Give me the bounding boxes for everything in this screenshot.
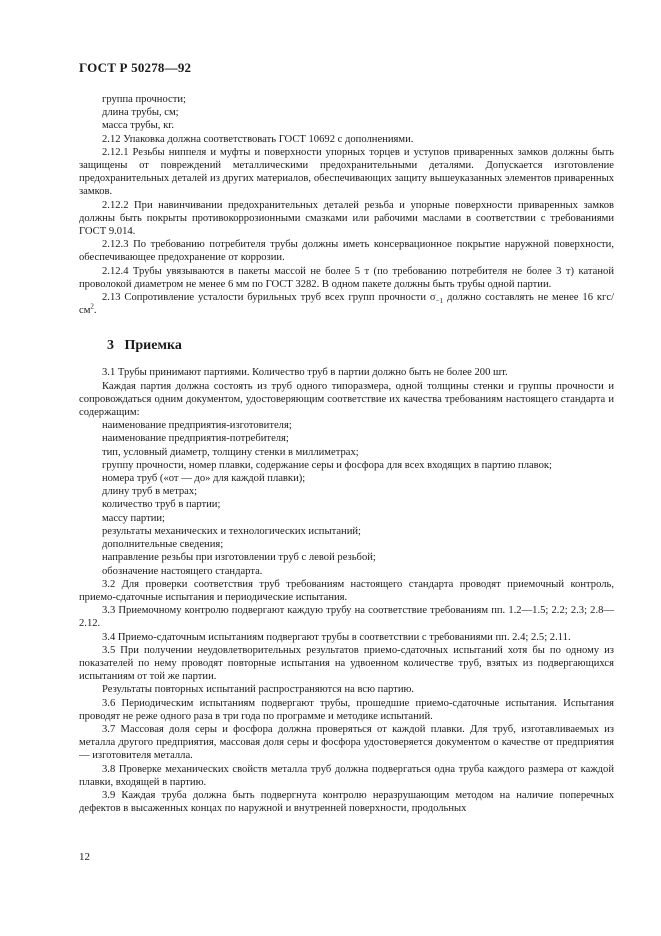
paragraph-3-5: 3.5 При получении неудовлетворительных результатов приемо-сдаточных испытаний хотя бы по одному из показателей по нему проводят повторные испытания на удвоенном количестве труб, взятых из подвергающихся испытаниям от той же партии. <box>79 644 614 683</box>
paragraph: длина трубы, см; <box>102 107 179 119</box>
list-item: наименование предприятия-изготовителя; <box>102 420 292 432</box>
list-item: наименование предприятия-потребителя; <box>102 433 289 445</box>
list-item: группу прочности, номер плавки, содержание серы и фосфора для всех входящих в партию плавок; <box>102 459 553 471</box>
p213-end: . <box>93 305 97 317</box>
list-item: тип, условный диаметр, толщину стенки в миллиметрах; <box>102 446 359 458</box>
list-item: дополнительные сведения; <box>102 539 224 551</box>
paragraph-3-4: 3.4 Приемо-сдаточным испытаниям подвергают трубы в соответствии с требованиями пп. 2.4; 2.5; 2.11. <box>102 631 571 643</box>
list-item: количество труб в партии; <box>102 499 221 511</box>
paragraph-3-6: 3.6 Периодическим испытаниям подвергают трубы, прошедшие приемо-сдаточные испытания. Испытания проводят не реже одного раза в три года по программе и методике испытаний. <box>79 697 614 722</box>
paragraph: масса трубы, кг. <box>102 120 175 132</box>
paragraph-3-8: 3.8 Проверке механических свойств металла труб должна подвергаться одна труба каждого размера от каждой плавки, входящей в партию. <box>79 763 614 788</box>
paragraph-2-12-1: 2.12.1 Резьбы ниппеля и муфты и поверхности упорных торцев и уступов приваренных замков должны быть защищены от повреждений металлическими предохранительными деталями. Допускается изготовление предохранительных деталей из других материалов, обеспечивающих защиту вышеуказанных элементов приваренных замков. <box>79 146 614 198</box>
paragraph-2-12-2: 2.12.2 При навинчивании предохранительных деталей резьба и упорные поверхности приваренных замков должны быть покрыты противокоррозионными смазками или рабочими маслами в соответствии с требованиями ГОСТ 9.014. <box>79 199 614 238</box>
section-number: 3 <box>107 338 114 354</box>
paragraph-2-13 <box>79 291 614 317</box>
paragraph-3-9: 3.9 Каждая труба должна быть подвергнута контролю неразрушающим методом на наличие поперечных дефектов в высаженных концах по наружной и внутренней поверхности, продольных <box>79 789 614 815</box>
page-body <box>79 93 614 815</box>
list-item: результаты механических и технологических испытаний; <box>102 525 361 537</box>
paragraph-2-12: 2.12 Упаковка должна соответствовать ГОСТ 10692 с дополнениями. <box>102 133 414 145</box>
paragraph: Результаты повторных испытаний распространяются на всю партию. <box>102 684 415 696</box>
p213-text-cont: должно составлять не менее 16 кгс/см <box>79 292 615 317</box>
paragraph-2-12-4: 2.12.4 Трубы увязываются в пакеты массой не более 5 т (по требованию потребителя не более 3 т) катаной проволокой диаметром не менее 6 мм по ГОСТ 3282. В одном пакете должны быть трубы одной партии. <box>79 265 614 290</box>
paragraph-2-12-3: 2.12.3 По требованию потребителя трубы должны иметь консервационное покрытие наружной поверхности, обеспечивающее предохранение от коррозии. <box>79 239 614 264</box>
paragraph-3-3: 3.3 Приемочному контролю подвергают каждую трубу на соответствие требованиям пп. 1.2—1.5; 2.2; 2.3; 2.8—2.12. <box>79 605 614 630</box>
document-header: ГОСТ Р 50278—92 <box>79 60 192 75</box>
unit-superscript: 2 <box>90 302 94 311</box>
list-item: длину труб в метрах; <box>102 486 198 498</box>
paragraph-3-2: 3.2 Для проверки соответствия труб требованиям настоящего стандарта проводят приемочный контроль, приемо-сдаточные испытания и периодические испытания. <box>79 578 614 603</box>
section-heading <box>107 338 614 354</box>
page-number: 12 <box>79 851 90 863</box>
sigma-subscript: −1 <box>435 297 444 306</box>
section-title: Приемка <box>124 338 182 354</box>
paragraph-3-7: 3.7 Массовая доля серы и фосфора должна проверяться от каждой плавки. Для труб, изготавливаемых из металла другого предприятия, массовая доля серы и фосфора удостоверяется документом о качестве от предприятия — изготовителя металла. <box>79 723 614 762</box>
paragraph-3-1: 3.1 Трубы принимают партиями. Количество труб в партии должно быть не более 200 шт. <box>102 367 508 379</box>
p213-text: 2.13 Сопротивление усталости бурильных труб всех групп прочности σ <box>102 292 436 304</box>
list-item: номера труб («от — до» для каждой плавки); <box>102 473 306 485</box>
list-item: массу партии; <box>102 512 165 524</box>
list-item: обозначение настоящего стандарта. <box>102 565 263 577</box>
list-item: направление резьбы при изготовлении труб с левой резьбой; <box>102 552 376 564</box>
paragraph: Каждая партия должна состоять из труб одного типоразмера, одной толщины стенки и группы прочности и сопровождаться одним документом, удостоверяющим соответствие их качества требованиям настоящего стандарта и содержащим: <box>79 380 614 419</box>
paragraph: группа прочности; <box>102 94 186 105</box>
